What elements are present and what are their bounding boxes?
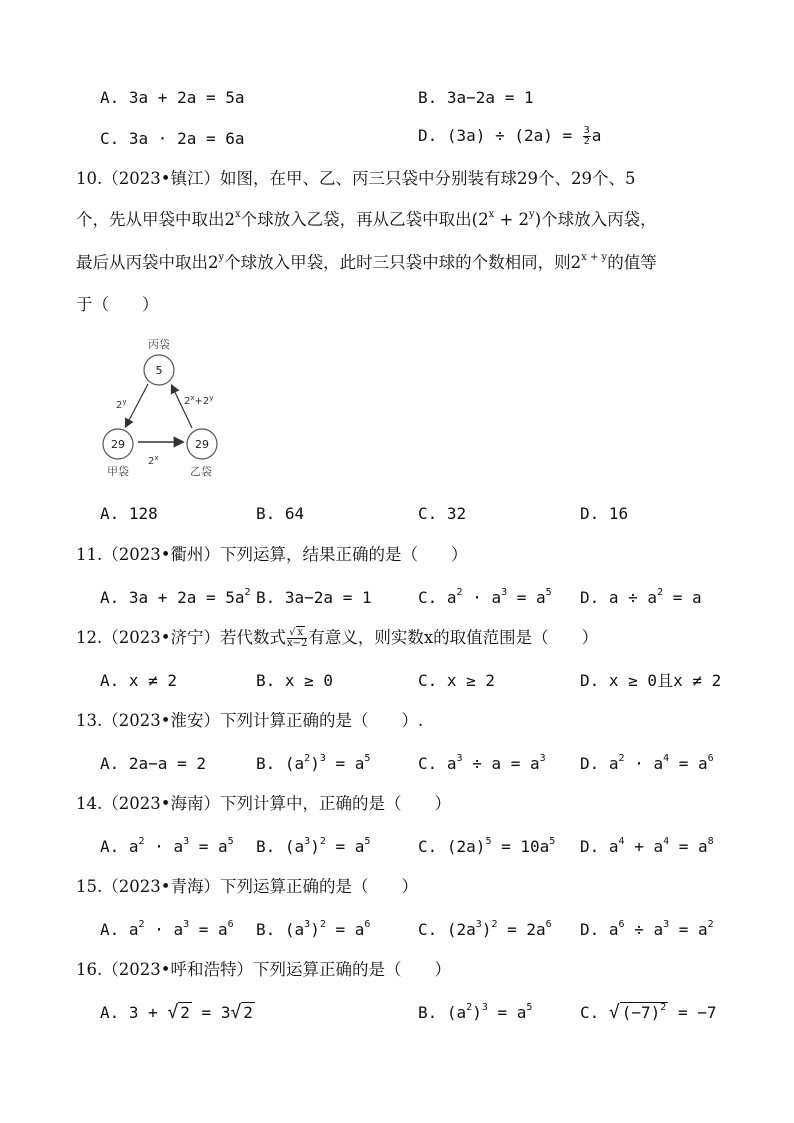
- q11-option-b: B. 3a−2a = 1: [256, 588, 372, 607]
- q16-a-b: = 3: [191, 1003, 231, 1022]
- q15-b-e2: 2: [319, 919, 326, 930]
- q12-option-c: C. x ≥ 2: [418, 671, 496, 690]
- q10-sup-xy: x + y: [581, 252, 608, 263]
- q14-d-e2: 4: [663, 836, 670, 847]
- q12-frac-num-rad: x: [297, 627, 304, 638]
- bag-jia-label: 甲袋: [107, 465, 129, 478]
- q15-b-c: = a: [325, 920, 365, 939]
- q15-option-a: [100, 919, 234, 941]
- q15-a-a: A. a: [100, 920, 139, 939]
- bags-diagram: [90, 332, 230, 482]
- q14-a-e2: 3: [183, 836, 190, 847]
- q12-stem-b: 有意义，则实数x的取值范围是（ ）: [308, 628, 599, 647]
- q9-d-suffix: a: [591, 126, 602, 145]
- q14-a-b: · a: [144, 837, 184, 856]
- q14-d-b: + a: [624, 837, 664, 856]
- q16-a-a: A. 3 +: [100, 1003, 168, 1022]
- q13-b-e2: 3: [319, 753, 326, 764]
- q11-option-d: [580, 587, 702, 609]
- q14-d-e1: 4: [618, 836, 625, 847]
- q11-c-a: C. a: [418, 588, 457, 607]
- q9-d-den: 2: [583, 136, 590, 147]
- q14-stem: 14.（2023•海南）下列计算中，正确的是（ ）: [76, 794, 451, 813]
- q14-b-e1: 3: [304, 836, 311, 847]
- q15-a-e3: 6: [227, 919, 234, 930]
- q16-a-r1: 2: [180, 1003, 190, 1022]
- q13-b-e1: 2: [304, 753, 311, 764]
- q12-stem-a: 12.（2023•济宁）若代数式: [76, 628, 286, 647]
- q9-option-c: C. 3a · 2a = 6a: [100, 129, 245, 148]
- q13-stem: 13.（2023•淮安）下列计算正确的是（ ）.: [76, 711, 424, 730]
- q10-sup-x2: x: [488, 209, 495, 220]
- q12-option-d: D. x ≥ 0且x ≠ 2: [580, 671, 722, 690]
- q10-line2-d: )个球放入丙袋，: [534, 210, 657, 229]
- q14-option-b: [256, 836, 370, 858]
- sqrt-symbol: √: [608, 1002, 620, 1023]
- q10-option-c: C. 32: [418, 504, 467, 523]
- q10-line1: 10.（2023•镇江）如图，在甲、乙、丙三只袋中分别装有球29个、29个、5: [76, 169, 636, 188]
- q9-option-a: A. 3a + 2a = 5a: [100, 88, 245, 107]
- q14-c-a: C. (2a): [418, 837, 486, 856]
- q9-option-b: B. 3a−2a = 1: [418, 88, 534, 107]
- q13-b-b: ): [310, 754, 320, 773]
- q10-sup-x1: x: [235, 209, 241, 220]
- q13-d-e2: 4: [663, 753, 670, 764]
- q15-stem: 15.（2023•青海）下列运算正确的是（ ）: [76, 877, 418, 896]
- q15-c-b: ): [481, 920, 492, 939]
- arrow-left-label: 2$^y$: [116, 398, 127, 411]
- q10-line2: [76, 209, 657, 231]
- q14-a-e3: 5: [227, 836, 234, 847]
- q15-c-e1: 3: [475, 919, 482, 930]
- q14-option-d: [580, 836, 714, 858]
- q16-c-r-a: (−7): [621, 1003, 661, 1022]
- q15-c-a: C. (2a: [418, 920, 476, 939]
- q13-b-c: = a: [325, 754, 365, 773]
- q13-d-e1: 2: [618, 753, 625, 764]
- q15-option-c: [418, 919, 552, 941]
- q15-b-a: B. (a: [256, 920, 305, 939]
- q12-stem: [76, 627, 598, 649]
- arrow-right-label: $2^x+2^y$: [184, 394, 214, 407]
- q15-a-b: · a: [144, 920, 184, 939]
- arrow-bing-to-jia: [126, 384, 148, 426]
- q14-b-b: ): [310, 837, 320, 856]
- q16-stem: 16.（2023•呼和浩特）下列运算正确的是（ ）: [76, 960, 451, 979]
- q14-d-e3: 8: [707, 836, 714, 847]
- q13-c-e2: 3: [539, 753, 546, 764]
- q10-line2-b: 个球放入乙袋，再从乙袋中取出(2: [240, 210, 489, 229]
- bag-jia-count: 29: [111, 438, 125, 451]
- q15-d-a: D. a: [580, 920, 619, 939]
- arrow-yi-to-bing: [172, 386, 192, 428]
- q15-d-b: ÷ a: [624, 920, 664, 939]
- q14-b-a: B. (a: [256, 837, 305, 856]
- q15-b-e1: 3: [304, 919, 311, 930]
- q12-option-b: B. x ≥ 0: [256, 671, 334, 690]
- q13-d-e3: 6: [707, 753, 714, 764]
- q11-d-a: D. a ÷ a: [580, 588, 658, 607]
- q13-b-e3: 5: [364, 753, 371, 764]
- q16-c-a: C.: [580, 1003, 609, 1022]
- q16-c-r-e: 2: [660, 1002, 667, 1013]
- bag-bing-label: 丙袋: [148, 338, 170, 351]
- q11-c-e1: 2: [456, 587, 463, 598]
- sqrt-symbol: √: [167, 1002, 179, 1023]
- q15-c-e2: 2: [491, 919, 498, 930]
- q14-a-a: A. a: [100, 837, 139, 856]
- q16-b-a: B. (a: [418, 1003, 467, 1022]
- q13-c-e1: 3: [456, 753, 463, 764]
- q10-line3: [76, 252, 657, 274]
- q16-a-r2: 2: [243, 1003, 253, 1022]
- q10-line2-c: + 2: [494, 210, 530, 229]
- q11-a-text: A. 3a + 2a = 5a: [100, 588, 245, 607]
- sqrt-symbol: √: [230, 1002, 242, 1023]
- q11-c-b: · a: [462, 588, 502, 607]
- q9-d-fraction: [583, 126, 591, 147]
- q15-a-e1: 2: [138, 919, 145, 930]
- q11-stem: 11.（2023•衢州）下列运算，结果正确的是（ ）: [76, 545, 468, 564]
- q14-a-c: = a: [189, 837, 228, 856]
- q12-option-a: A. x ≠ 2: [100, 671, 178, 690]
- bag-yi-count: 29: [195, 438, 209, 451]
- q16-b-b: ): [472, 1003, 482, 1022]
- q16-c-radicand: [620, 1002, 669, 1022]
- q13-option-d: [580, 753, 714, 775]
- q13-option-a: A. 2a−a = 2: [100, 754, 206, 773]
- q16-option-a: [100, 1002, 255, 1024]
- q11-a-exp: 2: [244, 587, 251, 598]
- q14-a-e1: 2: [138, 836, 145, 847]
- q16-c-b: = −7: [668, 1003, 717, 1022]
- q15-d-e1: 6: [618, 919, 625, 930]
- q14-d-c: = a: [669, 837, 708, 856]
- q14-b-c: = a: [325, 837, 365, 856]
- q14-option-a: [100, 836, 234, 858]
- q10-line4: 于（ ）: [76, 295, 159, 314]
- q16-option-c: [580, 1002, 716, 1024]
- q13-d-c: = a: [669, 754, 708, 773]
- q15-a-e2: 3: [183, 919, 190, 930]
- q15-d-c: = a: [669, 920, 708, 939]
- q10-sup-y2: y: [218, 252, 225, 263]
- q10-line3-b: 个球放入甲袋，此时三只袋中球的个数相同，则2: [224, 253, 582, 272]
- q16-b-e3: 5: [526, 1002, 533, 1013]
- q11-c-e2: 3: [501, 587, 508, 598]
- q10-line2-a: 个，先从甲袋中取出2: [76, 210, 235, 229]
- arrow-bottom-label: 2$^x$: [148, 454, 159, 467]
- q11-option-c: [418, 587, 552, 609]
- q15-c-c: = 2a: [497, 920, 546, 939]
- q16-b-e1: 2: [466, 1002, 473, 1013]
- q13-d-a: D. a: [580, 754, 619, 773]
- q15-option-d: [580, 919, 714, 941]
- bag-yi-label: 乙袋: [190, 465, 212, 478]
- q9-option-d: [418, 125, 601, 147]
- q12-frac-num: √ x: [287, 628, 307, 639]
- q9-d-num: 3: [583, 125, 590, 136]
- q13-c-a: C. a: [418, 754, 457, 773]
- q12-fraction: [287, 628, 307, 649]
- q10-option-b: B. 64: [256, 504, 305, 523]
- q15-option-b: [256, 919, 370, 941]
- q11-option-a: [100, 587, 251, 609]
- q12-frac-den: x−2: [286, 638, 308, 649]
- q10-option-a: A. 128: [100, 504, 158, 523]
- bag-bing-count: 5: [155, 364, 163, 377]
- q16-b-e2: 3: [481, 1002, 488, 1013]
- q13-c-b: ÷ a = a: [462, 754, 540, 773]
- q11-c-c: = a: [507, 588, 546, 607]
- q14-d-a: D. a: [580, 837, 619, 856]
- q15-b-b: ): [310, 920, 320, 939]
- q11-d-e1: 2: [657, 587, 664, 598]
- q10-line3-c: 的值等: [607, 253, 657, 272]
- q13-b-a: B. (a: [256, 754, 305, 773]
- q15-d-e3: 2: [707, 919, 714, 930]
- q10-option-d: D. 16: [580, 504, 629, 523]
- q14-c-e1: 5: [485, 836, 492, 847]
- q14-c-e2: 5: [549, 836, 556, 847]
- q15-b-e3: 6: [364, 919, 371, 930]
- q14-b-e3: 5: [364, 836, 371, 847]
- q11-c-e3: 5: [545, 587, 552, 598]
- q16-b-c: = a: [487, 1003, 527, 1022]
- q14-c-b: = 10a: [491, 837, 550, 856]
- q10-sup-y1: y: [529, 209, 535, 220]
- q10-line3-a: 最后从丙袋中取出2: [76, 253, 219, 272]
- q13-d-b: · a: [624, 754, 664, 773]
- q15-d-e2: 3: [663, 919, 670, 930]
- q11-d-b: = a: [663, 588, 702, 607]
- q15-a-c: = a: [189, 920, 228, 939]
- q14-b-e2: 2: [319, 836, 326, 847]
- q14-option-c: [418, 836, 555, 858]
- q15-c-e3: 6: [545, 919, 552, 930]
- q16-option-b: [418, 1002, 532, 1024]
- q9-d-prefix: D. (3a) ÷ (2a) =: [418, 126, 573, 145]
- q13-option-b: [256, 753, 370, 775]
- q13-option-c: [418, 753, 546, 775]
